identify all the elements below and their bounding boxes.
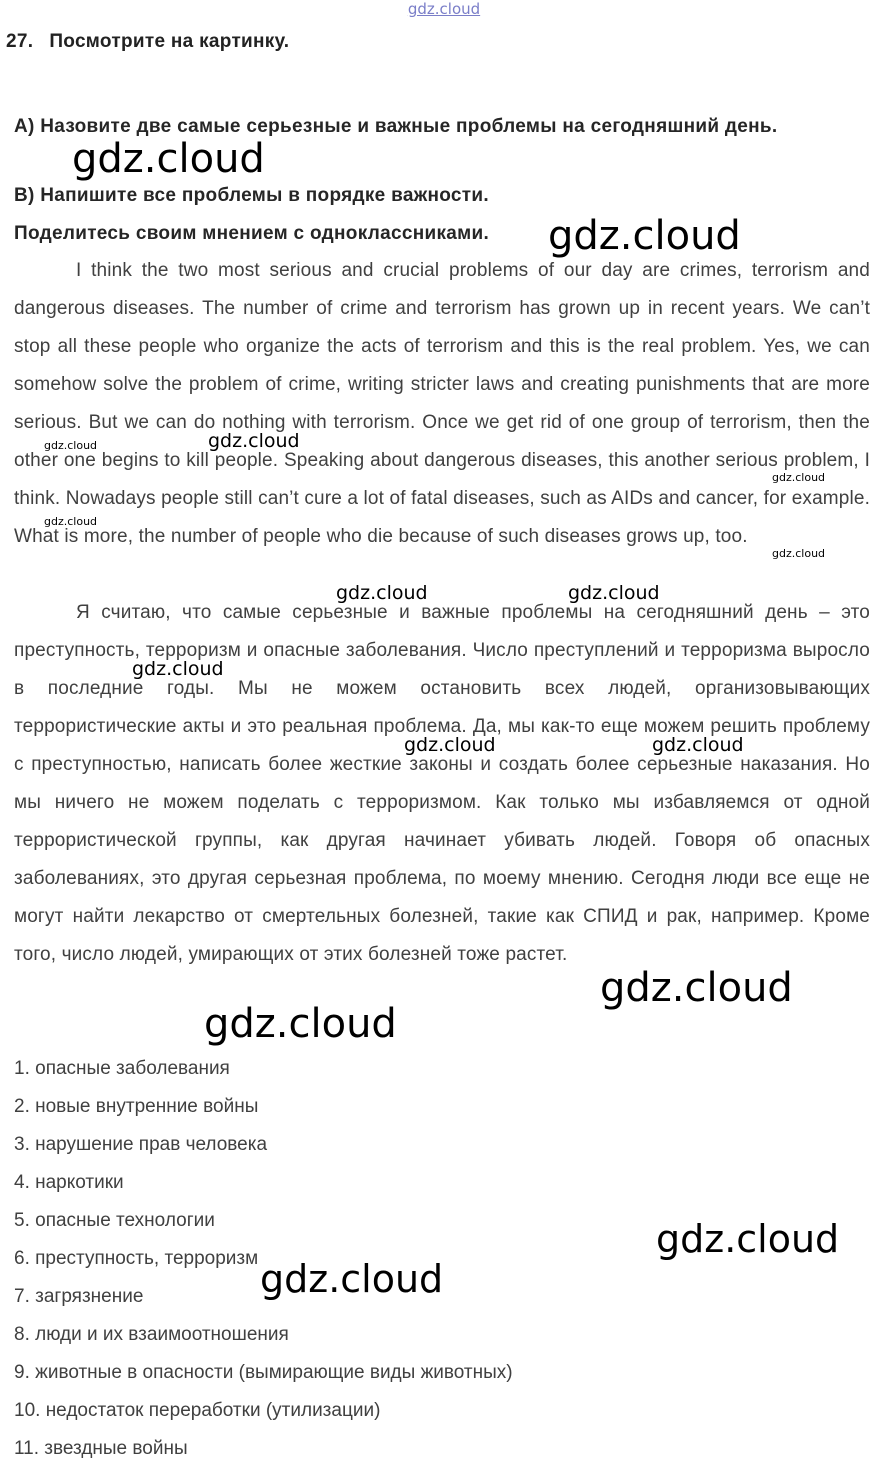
watermark: gdz.cloud [600, 965, 793, 1011]
watermark: gdz.cloud [132, 658, 224, 680]
task-c: Поделитесь своим мнением с одноклассниками. [14, 223, 490, 244]
watermark: gdz.cloud [44, 515, 98, 528]
exercise-header [6, 31, 289, 53]
list-item: 8. люди и их взаимоотношения [14, 1324, 289, 1345]
watermark: gdz.cloud [772, 547, 826, 560]
answer-english [14, 252, 870, 556]
answer-russian-text: Я считаю, что самые серьезные и важные проблемы на сегодняшний день – это преступность, терроризм и опасные заболевания. Число преступлений и терроризма выросло в последние годы. Мы не можем остановить всех людей, организовывающих террористические акты и это реальная проблема. Да, мы как-то еще можем решить проблему с преступностью, написать более жесткие законы и создать более серьезные наказания. Но мы ничего не можем поделать с терроризмом. Как только мы избавляемся от одной террористической группы, как другая начинает убивать людей. Говоря об опасных заболеваниях, это другая серьезная проблема, по моему мнению. Сегодня люди все еще не могут найти лекарство от смертельных болезней, такие как СПИД и рак, например. Кроме того, число людей, умирающих от этих болезней тоже растет. [14, 602, 870, 965]
list-item: 9. животные в опасности (вымирающие виды животных) [14, 1362, 513, 1383]
watermark: gdz.cloud [72, 136, 265, 182]
list-item: 10. недостаток переработки (утилизации) [14, 1400, 381, 1421]
watermark: gdz.cloud [336, 582, 428, 604]
top-watermark: gdz.cloud [407, 0, 481, 18]
watermark: gdz.cloud [548, 213, 741, 259]
watermark: gdz.cloud [772, 471, 826, 484]
task-b: В) Напишите все проблемы в порядке важности. [14, 185, 489, 206]
watermark: gdz.cloud [208, 430, 300, 452]
watermark: gdz.cloud [652, 734, 744, 756]
list-item: 11. звездные войны [14, 1438, 188, 1459]
list-item: 2. новые внутренние войны [14, 1096, 259, 1117]
task-a: А) Назовите две самые серьезные и важные проблемы на сегодняшний день. [14, 116, 778, 137]
answer-russian [14, 594, 870, 974]
answer-english-text: I think the two most serious and crucial problems of our day are crimes, terrorism and dangerous diseases. The number of crime and terrorism has grown up in recent years. We can’t stop all these people who organize the acts of terrorism and this is the real problem. Yes, we can somehow solve the problem of crime, writing stricter laws and creating punishments that are more serious. But we can do nothing with terrorism. Once we get rid of one group of terrorism, then the other one begins to kill people. Speaking about dangerous diseases, this another serious problem, I think. Nowadays people still can’t cure a lot of fatal diseases, such as AIDs and cancer, for example. What is more, the number of people who die because of such diseases grows up, too. [14, 260, 870, 547]
exercise-title: Посмотрите на картинку. [49, 31, 290, 52]
exercise-number: 27. [6, 31, 34, 52]
watermark: gdz.cloud [404, 734, 496, 756]
watermark: gdz.cloud [204, 1001, 397, 1047]
list-item: 6. преступность, терроризм [14, 1248, 259, 1269]
list-item: 7. загрязнение [14, 1286, 144, 1307]
watermark: gdz.cloud [568, 582, 660, 604]
list-item: 5. опасные технологии [14, 1210, 215, 1231]
watermark: gdz.cloud [44, 439, 98, 452]
list-item: 4. наркотики [14, 1172, 124, 1193]
watermark: gdz.cloud [656, 1217, 840, 1261]
list-item: 3. нарушение прав человека [14, 1134, 268, 1155]
list-item: 1. опасные заболевания [14, 1058, 230, 1079]
watermark: gdz.cloud [260, 1257, 444, 1301]
